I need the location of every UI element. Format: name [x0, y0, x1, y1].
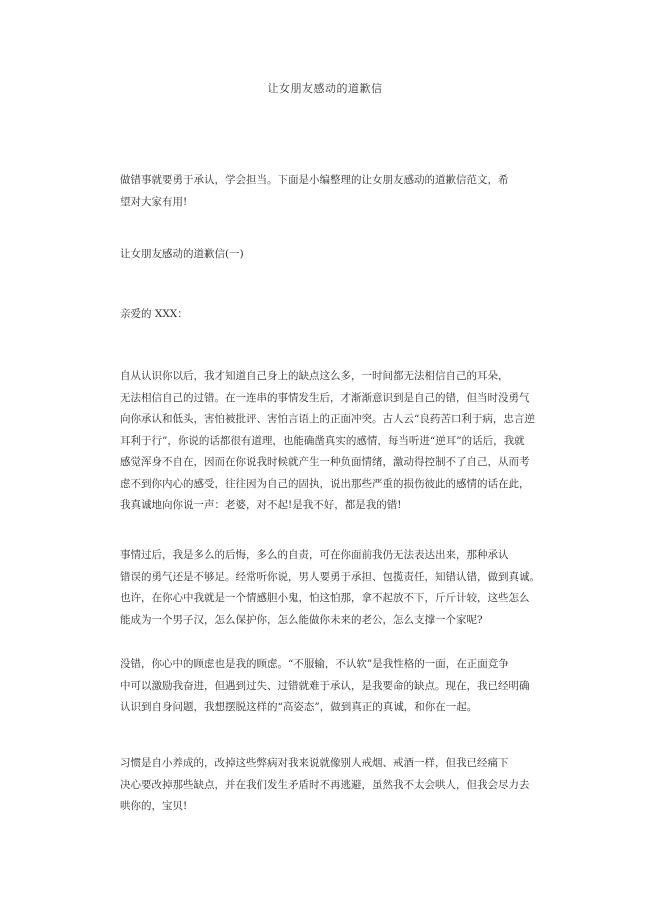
paragraph-line: 也许，在你心中我就是一个情感胆小鬼，怕这怕那，拿不起放不下，斤斤计较，这些怎么: [120, 592, 530, 604]
paragraph-line: 错误的勇气还是不够足。经常听你说，男人要勇于承担、包揽责任，知错认错，做到真诚。: [120, 570, 540, 583]
paragraph-line: 感觉浑身不自在，因而在你说我时候就产生一种负面情绪，激动得控制不了自己，从而考: [120, 456, 530, 468]
paragraph-line: 虑不到你内心的感受，往往因为自己的固执，说出那些严重的损伤彼此的感情的话在此，: [120, 477, 530, 490]
section-heading: 让女朋友感动的道歉信(一): [120, 248, 244, 260]
letter-paragraph-4: [120, 753, 552, 818]
paragraph-line: 无法相信自己的过错。在一连串的事情发生后，才渐渐意识到是自己的错，但当时没勇气: [120, 391, 530, 404]
intro-paragraph: [120, 170, 552, 213]
paragraph-line: 向你承认和低头，害怕被批评、害怕言语上的正面冲突。古人云“良药苦口利于病，忠言逆: [120, 413, 535, 425]
letter-paragraph-1: [120, 366, 552, 517]
letter-greeting: 亲爱的 XXX：: [120, 308, 188, 320]
paragraph-line: 我真诚地向你说一声：老婆，对不起!是我不好，都是我的错!: [120, 499, 402, 511]
letter-paragraph-3: [120, 654, 552, 719]
paragraph-line: 认识到自身问题，我想摆脱这样的“高姿态”，做到真正的真诚，和你在一起。: [120, 701, 478, 713]
document-title: 让女朋友感动的道歉信: [267, 82, 383, 95]
paragraph-line: 耳利于行”，你说的话都很有道理，也能确凿真实的感情，每当听进“逆耳”的话后，我就: [120, 434, 525, 447]
paragraph-line: 决心要改掉那些缺点，并在我们发生矛盾时不再逃避，虽然我不太会哄人，但我会尽力去: [120, 778, 530, 791]
intro-line: 做错事就要勇于承认，学会担当。下面是小编整理的让女朋友感动的道歉信范文，希: [120, 174, 509, 186]
paragraph-line: 自从认识你以后，我才知道自己身上的缺点这么多，一时间都无法相信自己的耳朵，: [120, 370, 509, 382]
paragraph-line: 事情过后，我是多么的后悔，多么的自责，可在你面前我仍无法表达出来，那种承认: [120, 549, 509, 561]
paragraph-line: 哄你的，宝贝!: [120, 800, 188, 812]
paragraph-line: 没错，你心中的顾虑也是我的顾虑。“不服输，不认软”是我性格的一面，在正面竞争: [120, 658, 509, 670]
letter-paragraph-2: [120, 545, 552, 631]
paragraph-line: 中可以激励我奋进，但遇到过失、过错就难于承认，是我要命的缺点。现在，我已经明确: [120, 679, 530, 692]
paragraph-line: 习惯是自小养成的，改掉这些弊病对我来说就像别人戒烟、戒酒一样，但我已经痛下: [120, 757, 509, 769]
paragraph-line: 能成为一个男子汉，怎么保护你，怎么能做你未来的老公，怎么支撑一个家呢?: [120, 613, 483, 626]
intro-line: 望对大家有用!: [120, 195, 188, 208]
